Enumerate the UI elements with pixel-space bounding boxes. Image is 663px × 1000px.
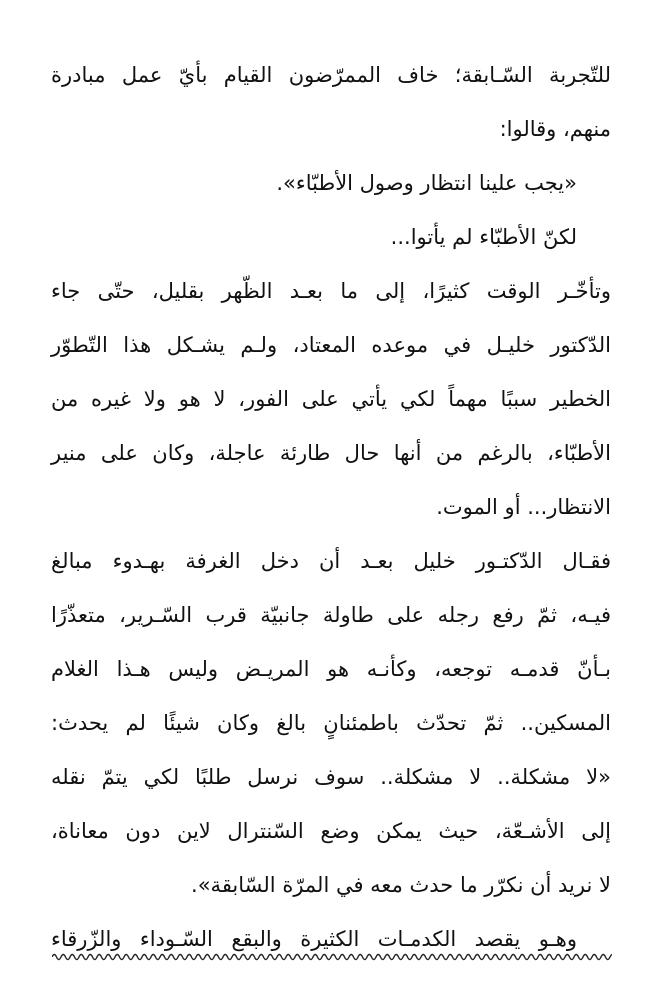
text-line: للتّجربة السّـابقة؛ خاف الممرّضون القيام بأيّ عمل مبادرة [51, 63, 611, 87]
text-line: فيـه، ثمّ رفع رجله على طاولة جانبيّة قرب السّـرير، متعذّرًا [51, 603, 611, 627]
text-line: منهم، وقالوا: [499, 117, 611, 141]
text-line: «لا مشكلة.. لا مشكلة.. سوف نرسل طلبًا لكي يتمّ نقله [51, 765, 611, 789]
text-line: «يجب علينا انتظار وصول الأطبّاء». [276, 171, 577, 195]
text-line: الدّكتور خليـل في موعده المعتاد، ولـم يشـكل هذا التّطوّر [51, 333, 611, 357]
text-line: فقـال الدّكتـور خليل بعـد أن دخل الغرفة بهـدوء مبالغ [51, 549, 611, 573]
text-line: بـأنّ قدمـه توجعه، وكأنـه هو المريـض وليس هـذا الغلام [51, 657, 611, 681]
wavy-rule-ornament [52, 950, 612, 964]
text-line: الانتظار... أو الموت. [436, 495, 611, 519]
page-body-text [51, 48, 611, 966]
text-line: الأطبّاء، بالرغم من أنها حال طارئة عاجلة، وكان على منير [51, 441, 611, 465]
wavy-rule-path [52, 955, 612, 960]
text-line: لكنّ الأطبّاء لم يأتوا... [390, 225, 577, 249]
text-line: إلى الأشـعّة، حيث يمكن وضع السّنترال لاين دون معاناة، [51, 819, 611, 843]
text-line: لا نريد أن نكرّر ما حدث معه في المرّة السّابقة». [191, 873, 611, 897]
text-line: وهـو يقصد الكدمـات الكثيرة والبقع السّـوداء والزّرقاء [51, 927, 577, 951]
text-line: وتأخّـر الوقت كثيرًا، إلى ما بعـد الظّهر بقليل، حتّى جاء [51, 279, 611, 303]
text-line: الخطير سببًا مهماً لكي يأتي على الفور، لا هو ولا غيره من [51, 387, 611, 411]
text-line: المسكين.. ثمّ تحدّث باطمئنانٍ بالغ وكان شيئًا لم يحدث: [51, 711, 611, 735]
